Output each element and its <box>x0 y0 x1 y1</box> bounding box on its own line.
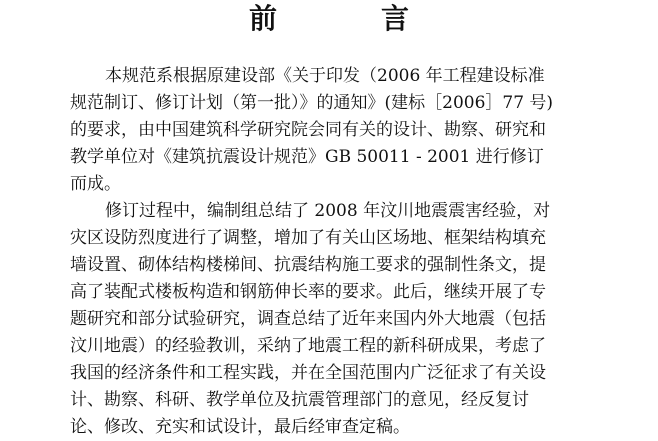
paragraph-line: 而成。 <box>70 174 121 194</box>
paragraph-line: 灾区设防烈度进行了调整，增加了有关山区场地、框架结构填充 <box>70 228 546 248</box>
paragraph-line: 我国的经济条件和工程实践，并在全国范围内广泛征求了有关设 <box>70 363 546 383</box>
paragraph-line: 高了装配式楼板构造和钢筋伸长率的要求。此后，继续开展了专 <box>70 282 546 302</box>
page-title: 前 言 <box>248 2 447 35</box>
paragraph-line: 汶川地震）的经验教训，采纳了地震工程的新科研成果，考虑了 <box>70 336 546 356</box>
paragraph-line: 规范制订、修订计划（第一批）》的通知》(建标［2006］77 号) <box>70 93 554 113</box>
paragraph-line: 论、修改、充实和试设计，最后经审查定稿。 <box>70 417 410 437</box>
preface-body <box>70 63 610 441</box>
paragraph-line: 修订过程中，编制组总结了 2008 年汶川地震震害经验，对 <box>105 201 551 221</box>
paragraph-line: 题研究和部分试验研究，调查总结了近年来国内外大地震（包括 <box>70 309 546 329</box>
paragraph-line: 的要求，由中国建筑科学研究院会同有关的设计、勘察、研究和 <box>70 120 546 140</box>
paragraph-1 <box>70 63 610 198</box>
paragraph-line: 计、勘察、科研、教学单位及抗震管理部门的意见，经反复讨 <box>70 390 529 410</box>
paragraph-2 <box>70 198 610 441</box>
paragraph-line: 本规范系根据原建设部《关于印发（2006 年工程建设标准 <box>105 66 545 86</box>
paragraph-line: 教学单位对《建筑抗震设计规范》GB 50011 - 2001 进行修订 <box>70 147 544 167</box>
paragraph-line: 墙设置、砌体结构楼梯间、抗震结构施工要求的强制性条文，提 <box>70 255 546 275</box>
